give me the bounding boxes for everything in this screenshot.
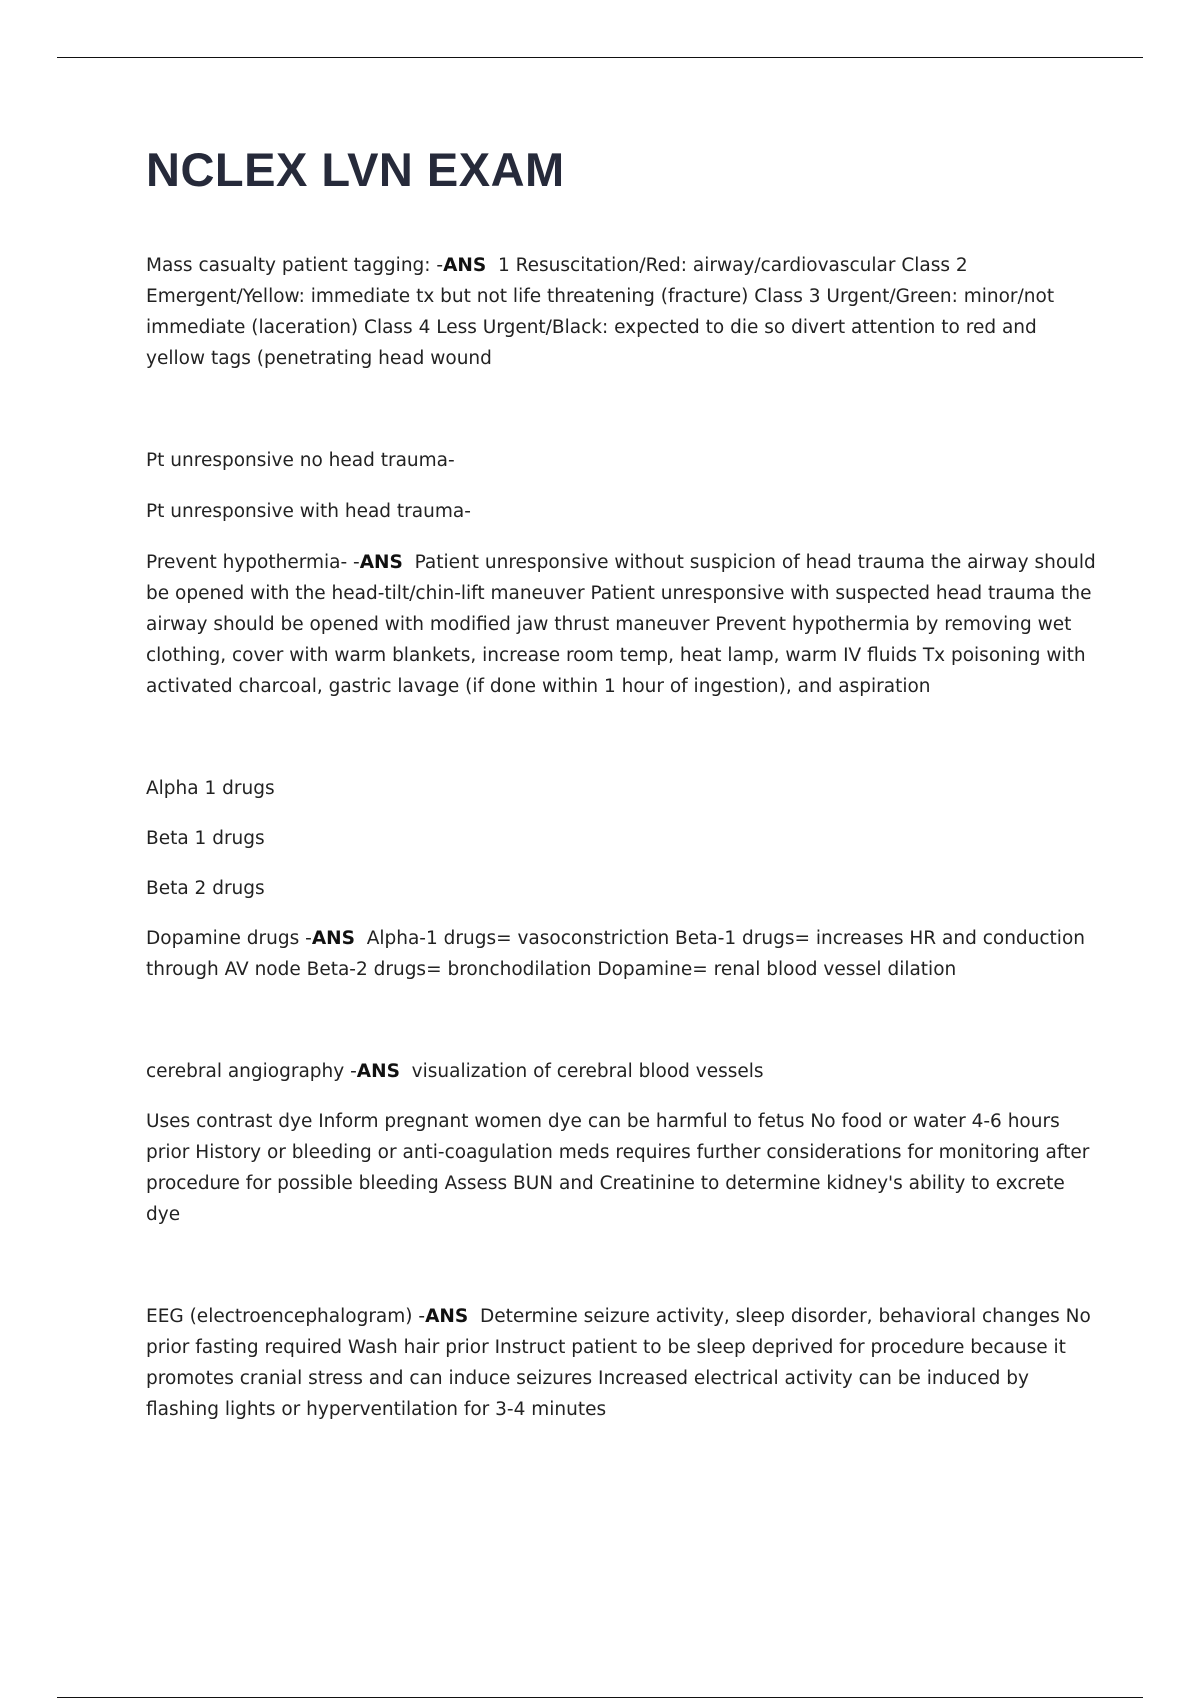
qa-paragraph xyxy=(146,923,1096,985)
question-text: Prevent hypothermia- - xyxy=(146,552,360,573)
bottom-rule xyxy=(57,1697,1143,1698)
prompt-line: Beta 2 drugs xyxy=(146,878,265,899)
answer-text: Determine seizure activity, sleep disorder, behavioral changes No prior fasting required Wash hair prior Instruct patient to be sleep deprived for procedure because it promotes cranial stress and can induce seizures Increased electrical activity can be induced by flashing lights or hyperventilation for 3-4 minutes xyxy=(146,1306,1097,1420)
question-text: cerebral angiography - xyxy=(146,1061,357,1082)
prompt-line: Alpha 1 drugs xyxy=(146,778,275,799)
answer-text: 1 Resuscitation/Red: airway/cardiovascular Class 2 Emergent/Yellow: immediate tx but not life threatening (fracture) Class 3 Urgent/Green: minor/not immediate (laceration) Class 4 Less Urgent/Black: expected to die so divert attention to red and yellow tags (penetrating head wound xyxy=(146,255,1060,369)
question-text: Dopamine drugs - xyxy=(146,928,312,949)
qa-paragraph xyxy=(146,250,1096,374)
answer-text: Alpha-1 drugs= vasoconstriction Beta-1 drugs= increases HR and conduction through AV node Beta-2 drugs= bronchodilation Dopamine= renal blood vessel dilation xyxy=(146,928,1091,980)
question-text: Mass casualty patient tagging: - xyxy=(146,255,444,276)
ans-label: ANS xyxy=(356,1061,400,1082)
ans-label: ANS xyxy=(311,928,355,949)
top-rule xyxy=(57,57,1143,58)
document-body xyxy=(146,250,1102,1425)
prompt-line: Pt unresponsive no head trauma- xyxy=(146,450,455,471)
qa-paragraph xyxy=(146,1056,1096,1087)
prompt-line: Pt unresponsive with head trauma- xyxy=(146,501,471,522)
ans-label: ANS xyxy=(425,1306,469,1327)
answer-text: visualization of cerebral blood vessels xyxy=(399,1061,764,1082)
qa-paragraph xyxy=(146,547,1102,702)
detail-paragraph: Uses contrast dye Inform pregnant women dye can be harmful to fetus No food or water 4-6 hours prior History or bleeding or anti-coagulation meds requires further considerations for monitoring after procedure for possible bleeding Assess BUN and Creatinine to determine kidney's ability to excrete dye xyxy=(146,1111,1090,1225)
ans-label: ANS xyxy=(443,255,487,276)
question-text: EEG (electroencephalogram) - xyxy=(146,1306,426,1327)
qa-paragraph xyxy=(146,1301,1096,1425)
page-title: NCLEX LVN EXAM xyxy=(146,143,565,196)
answer-text: Patient unresponsive without suspicion of head trauma the airway should be opened with the head-tilt/chin-lift maneuver Patient unresponsive with suspected head trauma the airway should be opened with modified jaw thrust maneuver Prevent hypothermia by removing wet clothing, cover with warm blankets, increase room temp, heat lamp, warm IV fluids Tx poisoning with activated charcoal, gastric lavage (if done within 1 hour of ingestion), and aspiration xyxy=(146,552,1102,697)
ans-label: ANS xyxy=(359,552,403,573)
prompt-line: Beta 1 drugs xyxy=(146,828,265,849)
